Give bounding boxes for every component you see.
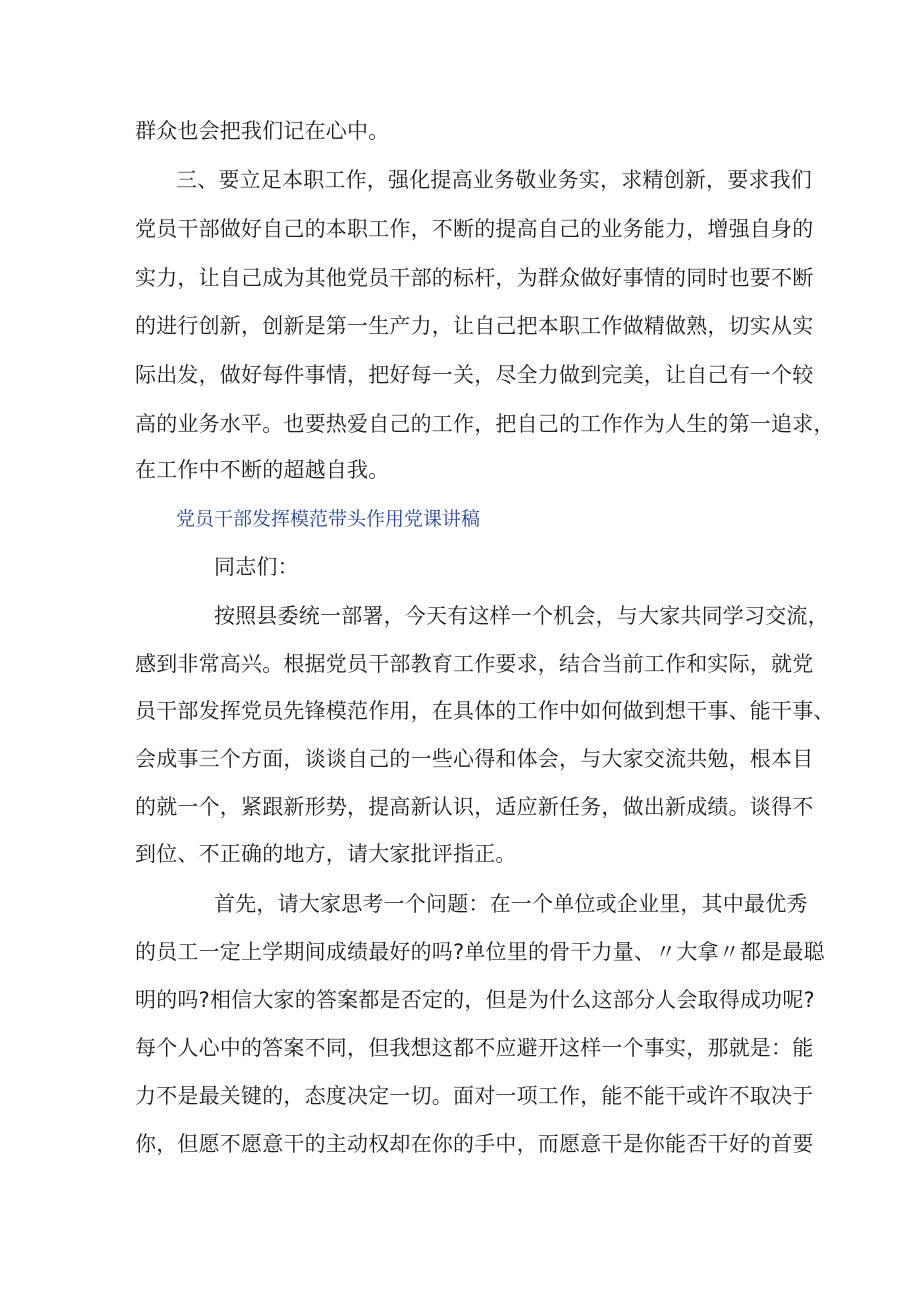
paragraph-line: 在工作中不断的超越自我。	[135, 458, 390, 482]
paragraph-line: 党员干部做好自己的本职工作，不断的提高自己的业务能力，增强自身的	[135, 217, 814, 241]
paragraph-line: 会成事三个方面，谈谈自己的一些心得和体会，与大家交流共勉，根本目	[135, 747, 814, 771]
paragraph-line: 的进行创新，创新是第一生产力，让自己把本职工作做精做熟，切实从实	[135, 314, 814, 338]
paragraph-line: 实力，让自己成为其他党员干部的标杆，为群众做好事情的同时也要不断	[135, 266, 814, 290]
paragraph-line: 明的吗?相信大家的答案都是否定的，但是为什么这部分人会取得成功呢?	[135, 988, 815, 1012]
section-title: 党员干部发挥模范带头作用党课讲稿	[176, 508, 481, 530]
paragraph-line: 感到非常高兴。根据党员干部教育工作要求，结合当前工作和实际，就党	[135, 652, 814, 676]
salutation: 同志们：	[214, 555, 299, 579]
paragraph-line: 际出发，做好每件事情，把好每一关，尽全力做到完美，让自己有一个较	[135, 363, 814, 387]
paragraph-line: 按照县委统一部署，今天有这样一个机会，与大家共同学习交流，	[214, 604, 829, 628]
paragraph-line: 的就一个，紧跟新形势，提高新认识，适应新任务，做出新成绩。谈得不	[135, 795, 814, 819]
paragraph-line: 力不是最关键的，态度决定一切。面对一项工作，能不能干或许不取决于	[135, 1084, 814, 1108]
paragraph-line: 的员工一定上学期间成绩最好的吗?单位里的骨干力量、〃大拿〃都是最聪	[135, 940, 825, 964]
paragraph-line: 到位、不正确的地方，请大家批评指正。	[135, 842, 517, 866]
paragraph-line: 首先，请大家思考一个问题：在一个单位或企业里，其中最优秀	[214, 892, 808, 916]
paragraph-line: 每个人心中的答案不同，但我想这都不应避开这样一个事实，那就是：能	[135, 1036, 814, 1060]
paragraph-line: 高的业务水平。也要热爱自己的工作，把自己的工作作为人生的第一追求，	[135, 412, 835, 436]
paragraph-line: 员干部发挥党员先锋模范作用，在具体的工作中如何做到想干事、能干事、	[135, 699, 835, 723]
paragraph-line: 三、要立足本职工作，强化提高业务敬业务实，求精创新，要求我们	[176, 168, 812, 192]
paragraph-line: 群众也会把我们记在心中。	[135, 119, 390, 143]
paragraph-line: 你，但愿不愿意干的主动权却在你的手中，而愿意干是你能否干好的首要	[135, 1132, 814, 1156]
